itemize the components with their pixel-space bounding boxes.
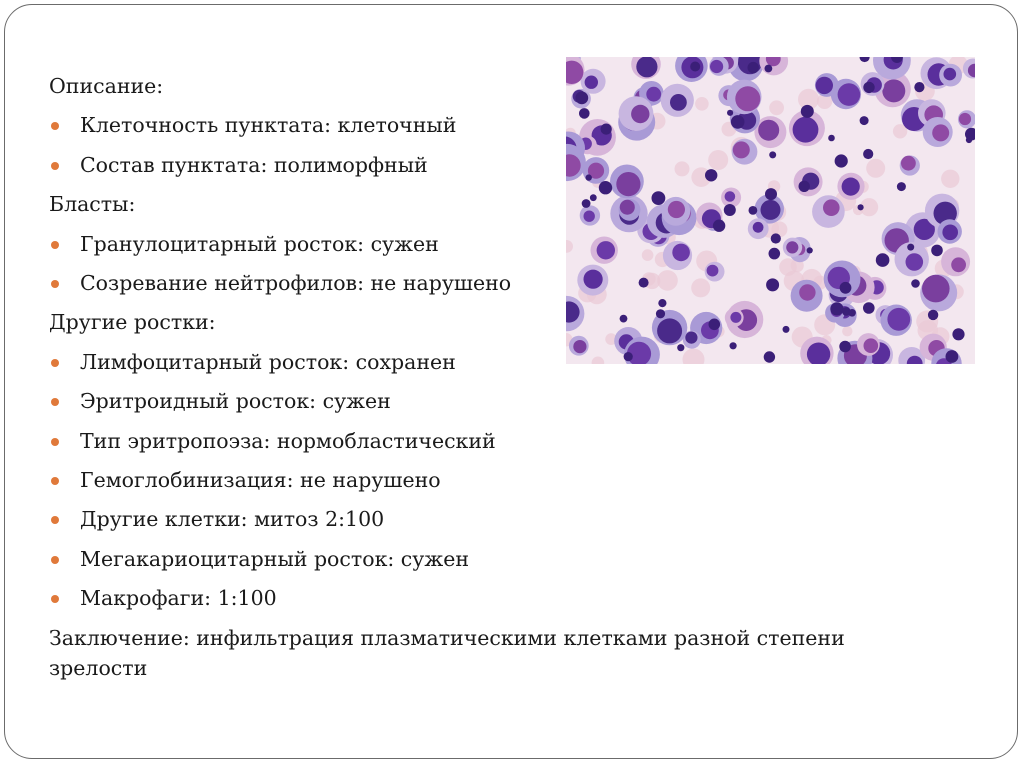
list-item-text: Состав пунктата: полиморфный: [80, 152, 428, 177]
list-item: [49, 382, 929, 421]
bullet-icon: [51, 280, 59, 288]
list-item-text: Лимфоцитарный росток: сохранен: [80, 349, 456, 374]
bullet-icon: [51, 162, 59, 170]
micrograph-icon: [566, 57, 975, 364]
list-item-text: Макрофаги: 1:100: [80, 586, 277, 611]
list-item-text: Гранулоцитарный росток: сужен: [80, 231, 439, 256]
bullet-icon: [51, 398, 59, 406]
list-item-text: Мегакариоцитарный росток: сужен: [80, 546, 469, 571]
other-heading: Другие ростки:: [49, 310, 216, 335]
description-heading: Описание:: [49, 74, 164, 98]
bullet-icon: [51, 359, 59, 367]
list-item-text: Эритроидный росток: сужен: [80, 389, 391, 414]
bullet-icon: [51, 477, 59, 485]
bullet-icon: [51, 516, 59, 524]
blasts-heading: Бласты:: [49, 192, 136, 217]
bullet-icon: [51, 438, 59, 446]
list-item-text: Клеточность пунктата: клеточный: [80, 113, 457, 138]
list-item-text: Созревание нейтрофилов: не нарушено: [80, 270, 512, 295]
list-item: [49, 540, 929, 579]
list-item-text: Гемоглобинизация: не нарушено: [80, 467, 441, 492]
bullet-icon: [51, 595, 59, 603]
list-item-text: Тип эритропоэза: нормобластический: [80, 428, 496, 453]
list-item-text: Другие клетки: митоз 2:100: [80, 507, 385, 532]
bullet-icon: [51, 241, 59, 249]
list-item: [49, 500, 929, 539]
list-item: [49, 422, 929, 461]
slide: [4, 4, 1018, 759]
conclusion-text: Заключение: инфильтрация плазматическими клетками разной степени зрелости: [49, 626, 845, 681]
bullet-icon: [51, 556, 59, 564]
bullet-icon: [51, 122, 59, 130]
list-item: [49, 579, 929, 618]
list-item: [49, 461, 929, 500]
bone-marrow-smear-image: [566, 57, 975, 364]
